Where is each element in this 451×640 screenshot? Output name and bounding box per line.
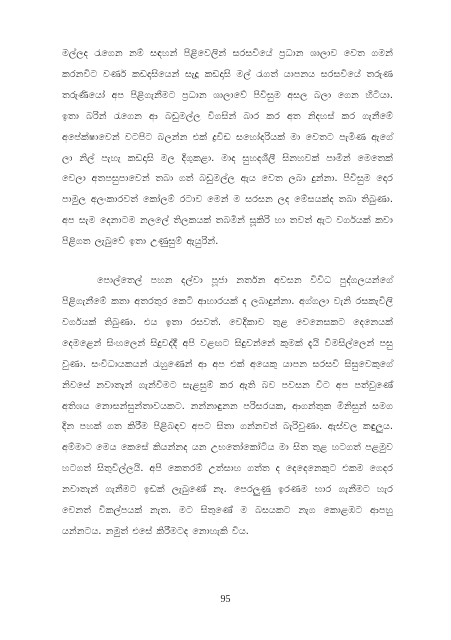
paragraph-1: මල්ලද රැගෙන නම් සඳහන් පිළිවෙලින් සරසවියේ ප්‍රධාන ශාලාව වෙත ගමන් කරනවිට වර්ණ කඩදාසියෙන් සැදූ කඩදාසි මල් රැගත් යාපනය සරසවියේ තරුණ තරුණියෝ අප පිළිගැනීමට ප්‍රධාන ශාලාවේ පිවිසුම අසල බලා ගෙන හිටියා. ඉතා බරින් රැගෙන ආ බඩුමල්ල විගසින් බාර කර අත නිදහස් කර ගැනීමේ අපේක්ෂාවෙන් වටපිට බලන්න එක් ද්‍රවිඩ සහෝදරියක් මා වෙතට පැමිණ ඇගේ ලා නිල් පැහැ කඩදාසි මල දිගුකළා. මාද සුහදශීලී සිනහවක් පාමින් මෙතෙක් වෙලා අතපසුපාවෙන් තබා ගත් බඩුමල්ල ඇය වෙත ලබා දුන්නා. පිවිසුම දොර පාමුල අලංකාරවත් කෝලම් රටාව මෙන් ම සරසන ලද මේසයක්ද තබා තිබුණා. අප සැම දෙනාටම නලලේ තිලකයක් තබමින් සූකිරි හා තවත් ඇට වර්ගයක් කවා පිළිගත ලැබුවේ ඉතා උණුසුම් ඇයුරින්. [62, 48, 393, 248]
paragraph-2: පොල්තෙල් පහන දල්වා පූජා නර්තන අවසන විවිධ පුද්ගලයන්ගේ පිළිගැනීමේ කතා අතරතුර කෙටි ආහාරයක් ද ලබාදුන්නා. අග්ගලා වැනි රසකැවිලි වර්ගයක් තිබුණා. එය ඉතා රසවත්. වෙදිකාව තුළ වෙනෙසකට දෙනෙයක් දෙමළෙන් සිංහලෙන් සිදුවද්දී අපි වළඟට සිදුවන්නේ කුමක් දැයි විමසිල්ලෙන් පසු වුණා. සංවිධායකයන් රැහුණෙන් ආ අප එක් අයෙකු යාපන සරසවි සිසුවෙකුගේ නිවසේ නවාතැන් ගැන්වීමට සැළසුම් කර ඇති බව පවසන විට අප පත්වුණේ අතිශය නොසන්සුන්තාවයකට. නන්නාඳුනන පරිසරයක, ආගන්තුක මිනිසුන් සමග දින පහක් ගත කිරීම පිළිබඳව අපට සිතා ගන්නවත් බැරිවුණා. ඇස්වල කඳුලුය. අම්මාට මෙය කෙසේ කියන්නද යන උභතෝකෝටිය මා සිත තුළ හටගත් පළමුව හටගත් සිතුවිල්ලයි. අපි කෙතරම් උත්සාහ ගත්ත ද දෙදෙනෙකුට එකම ගෙදර නවාතැන් ගැනීමට ඉඩක් ලැබුණේ නෑ. පෙරලුණු ඉරණම භාර ගැනීමට හැර වෙනත් විකල්පයක් නැත. මට සිතුණේ ම බසයකට නැග කොළඹට ආපහු යන්නටය. නමුත් එසේ කිරීමටද නොහැකි විය. [62, 275, 393, 537]
page-number: 95 [220, 594, 231, 605]
page-body [62, 44, 393, 543]
